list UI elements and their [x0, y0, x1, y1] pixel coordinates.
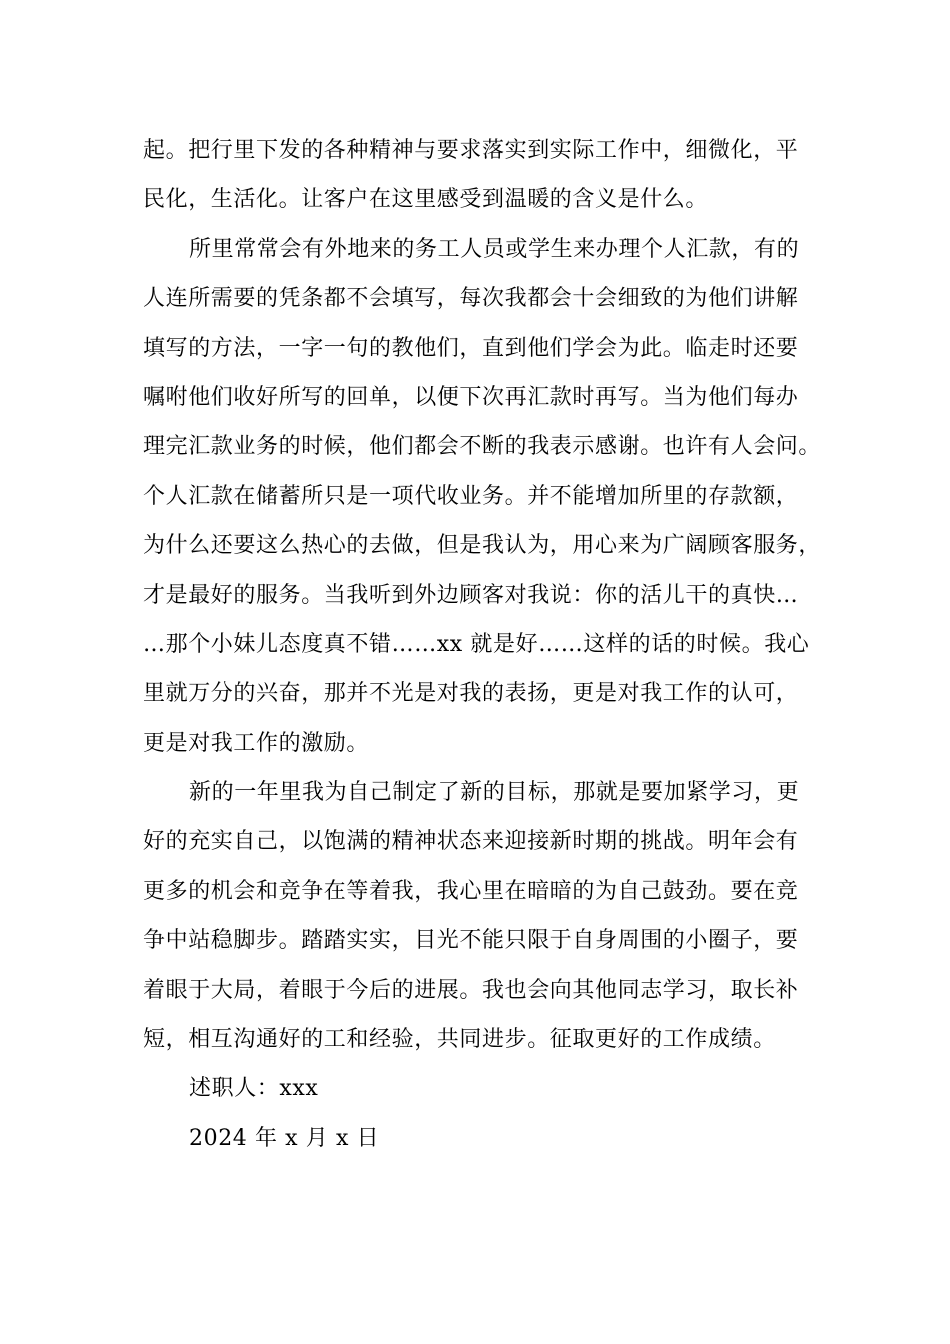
text-line: 起。把行里下发的各种精神与要求落实到实际工作中，细微化，平 — [143, 138, 799, 163]
document-body — [143, 126, 833, 1163]
paragraph-3 — [143, 768, 833, 1064]
text-line: 嘱咐他们收好所写的回单，以便下次再汇款时再写。当为他们每办 — [143, 384, 799, 410]
text-line: 更是对我工作的激励。 — [143, 730, 370, 756]
text-line: 所里常常会有外地来的务工人员或学生来办理个人汇款，有的 — [189, 236, 800, 262]
text-line: …那个小妹儿态度真不错……xx 就是好……这样的话的时候。我心 — [143, 631, 810, 657]
signature-date: 2024 年 x 月 x 日 — [189, 1125, 380, 1151]
text-line: 民化，生活化。让客户在这里感受到温暖的含义是什么。 — [143, 187, 709, 213]
text-line: 为什么还要这么热心的去做，但是我认为，用心来为广阔顾客服务， — [143, 533, 822, 559]
paragraph-2 — [143, 225, 833, 768]
text-line: 填写的方法，一字一句的教他们，直到他们学会为此。临走时还要 — [143, 335, 799, 361]
paragraph-1 — [143, 126, 833, 225]
text-line: 新的一年里我为自己制定了新的目标，那就是要加紧学习，更 — [189, 780, 800, 806]
text-line: 着眼于大局，着眼于今后的进展。我也会向其他同志学习，取长补 — [143, 977, 799, 1003]
text-line: 个人汇款在储蓄所只是一项代收业务。并不能增加所里的存款额， — [143, 483, 799, 509]
text-line: 好的充实自己，以饱满的精神状态来迎接新时期的挑战。明年会有 — [143, 829, 799, 855]
text-line: 人连所需要的凭条都不会填写，每次我都会十会细致的为他们讲解 — [143, 286, 799, 312]
text-line: 里就万分的兴奋，那并不光是对我的表扬，更是对我工作的认可， — [143, 681, 799, 707]
text-line: 更多的机会和竞争在等着我，我心里在暗暗的为自己鼓劲。要在竞 — [143, 878, 799, 904]
signature-author: 述职人：xxx — [189, 1076, 319, 1102]
signature-block — [143, 1064, 833, 1163]
text-line: 短，相互沟通好的工和经验，共同进步。征取更好的工作成绩。 — [143, 1027, 776, 1053]
text-line: 才是最好的服务。当我听到外边顾客对我说：你的活儿干的真快… — [143, 582, 799, 608]
text-line: 理完汇款业务的时候，他们都会不断的我表示感谢。也许有人会问。 — [143, 434, 822, 460]
text-line: 争中站稳脚步。踏踏实实，目光不能只限于自身周围的小圈子，要 — [143, 928, 799, 954]
